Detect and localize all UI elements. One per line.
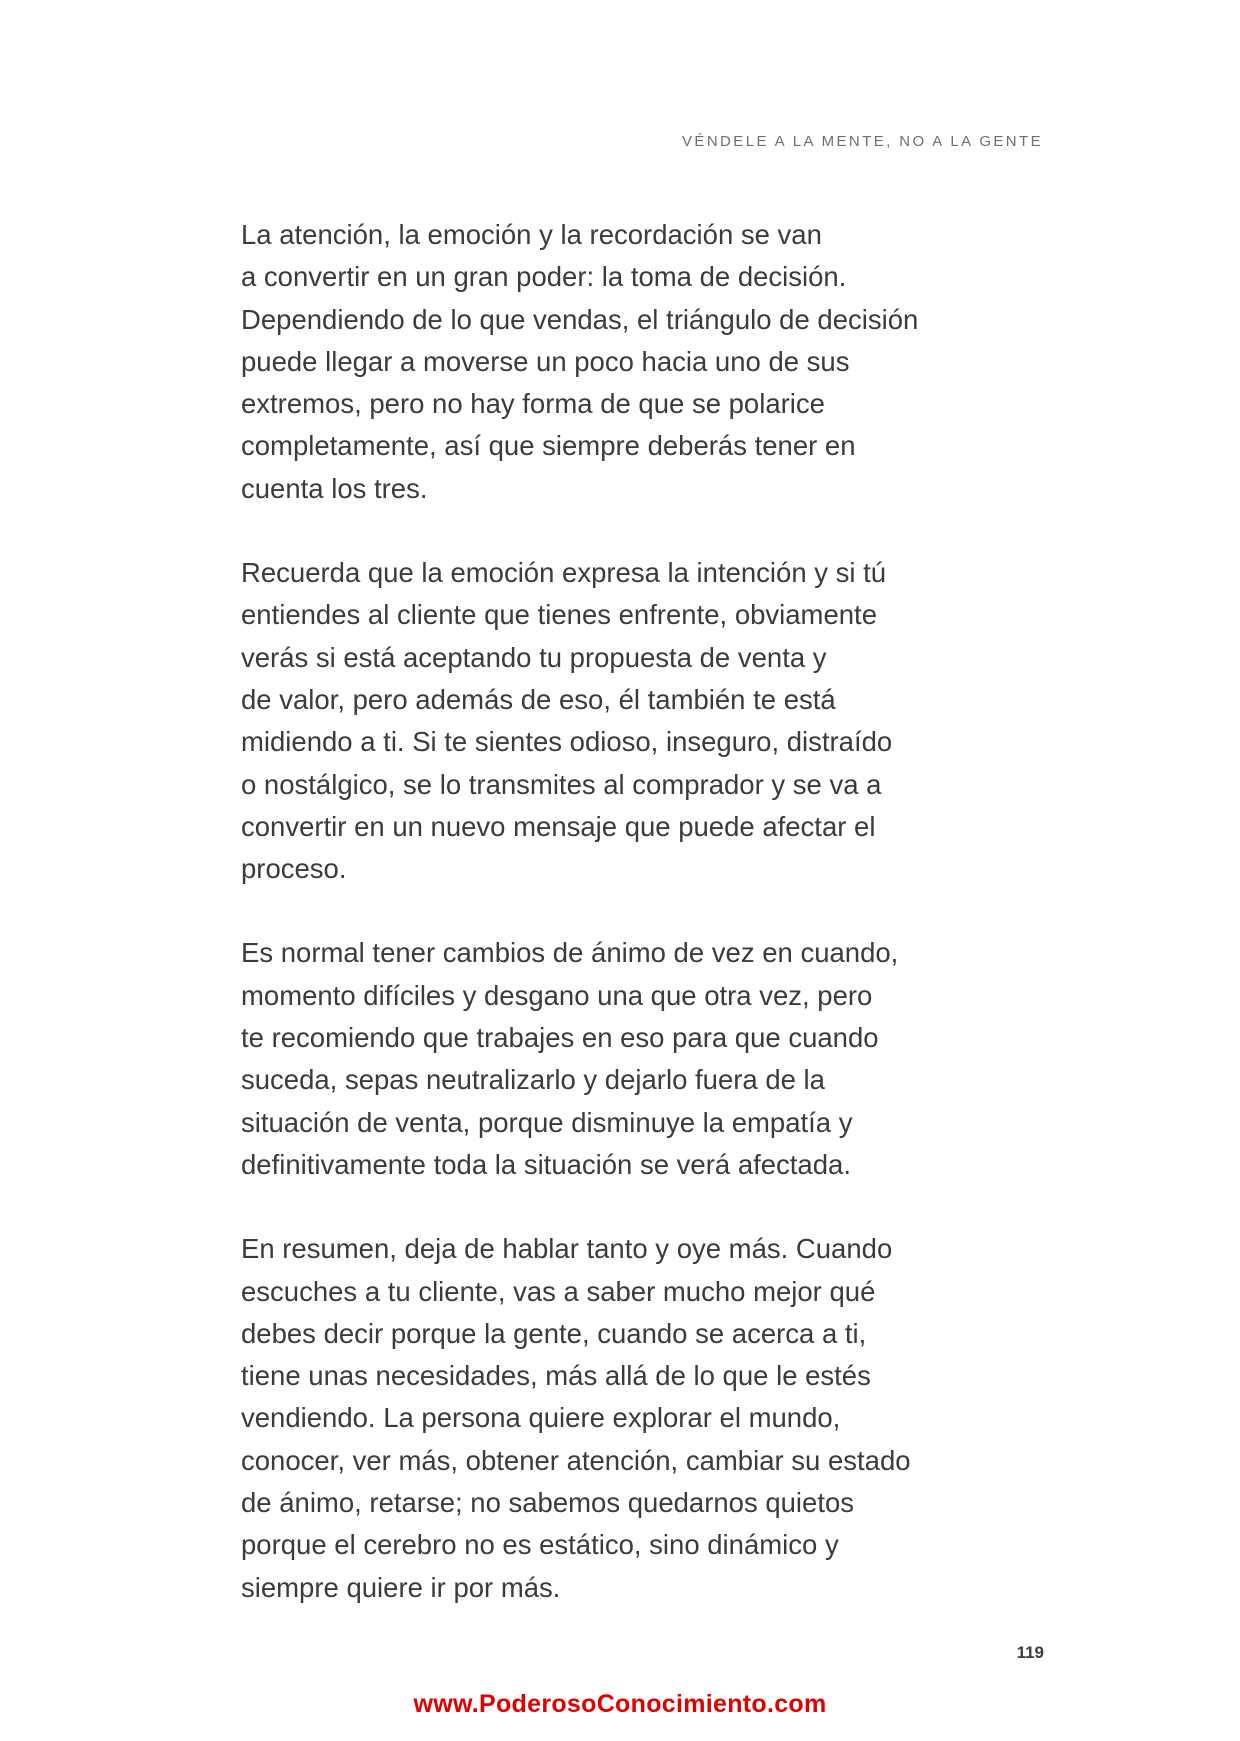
text-line: conocer, ver más, obtener atención, cambiar su estado — [241, 1444, 911, 1476]
text-line: o nostálgico, se lo transmites al comprador y se va a — [241, 768, 882, 800]
text-line: vendiendo. La persona quiere explorar el mundo, — [241, 1402, 841, 1434]
text-line: siempre quiere ir por más. — [241, 1571, 561, 1603]
text-line: a convertir en un gran poder: la toma de decisión. — [241, 261, 847, 293]
text-line: te recomiendo que trabajes en eso para que cuando — [241, 1022, 879, 1054]
text-line: convertir en un nuevo mensaje que puede afectar el — [241, 810, 876, 842]
text-line: Dependiendo de lo que vendas, el triángulo de decisión — [241, 303, 919, 335]
text-line: definitivamente toda la situación se verá afectada. — [241, 1148, 851, 1180]
running-header: VÉNDELE A LA MENTE, NO A LA GENTE — [682, 133, 1043, 150]
text-line: cuenta los tres. — [241, 472, 428, 504]
text-line: Recuerda que la emoción expresa la intención y si tú — [241, 557, 887, 589]
text-line: completamente, así que siempre deberás tener en — [241, 430, 856, 462]
page-number: 119 — [1016, 1643, 1044, 1662]
body-text — [241, 214, 1061, 1609]
text-line: En resumen, deja de hablar tanto y oye más. Cuando — [241, 1233, 893, 1265]
paragraph-spacer — [241, 890, 1061, 932]
text-line: de ánimo, retarse; no sabemos quedarnos quietos — [241, 1487, 855, 1519]
text-line: debes decir porque la gente, cuando se acerca a ti, — [241, 1317, 867, 1349]
paragraph — [241, 1228, 1061, 1609]
text-line: situación de venta, porque disminuye la empatía y — [241, 1106, 853, 1138]
paragraph — [241, 214, 1061, 510]
text-line: verás si está aceptando tu propuesta de venta y — [241, 641, 827, 673]
text-line: extremos, pero no hay forma de que se polarice — [241, 388, 825, 420]
text-line: tiene unas necesidades, más allá de lo que le estés — [241, 1360, 871, 1392]
text-line: porque el cerebro no es estático, sino dinámico y — [241, 1529, 839, 1561]
paragraph-spacer — [241, 1186, 1061, 1228]
text-line: proceso. — [241, 853, 347, 885]
watermark-url[interactable]: www.PoderosoConocimiento.com — [413, 1690, 827, 1718]
text-line: de valor, pero además de eso, él también te está — [241, 683, 836, 715]
text-line: midiendo a ti. Si te sientes odioso, inseguro, distraído — [241, 726, 893, 758]
paragraph — [241, 552, 1061, 890]
text-line: Es normal tener cambios de ánimo de vez en cuando, — [241, 937, 899, 969]
text-line: entiendes al cliente que tienes enfrente, obviamente — [241, 599, 877, 631]
text-line: puede llegar a moverse un poco hacia uno de sus — [241, 345, 850, 377]
paragraph — [241, 932, 1061, 1186]
text-line: escuches a tu cliente, vas a saber mucho mejor qué — [241, 1275, 876, 1307]
text-line: La atención, la emoción y la recordación se van — [241, 219, 822, 250]
paragraph-spacer — [241, 510, 1061, 552]
text-line: suceda, sepas neutralizarlo y dejarlo fuera de la — [241, 1064, 825, 1096]
text-line: momento difíciles y desgano una que otra vez, pero — [241, 979, 873, 1011]
